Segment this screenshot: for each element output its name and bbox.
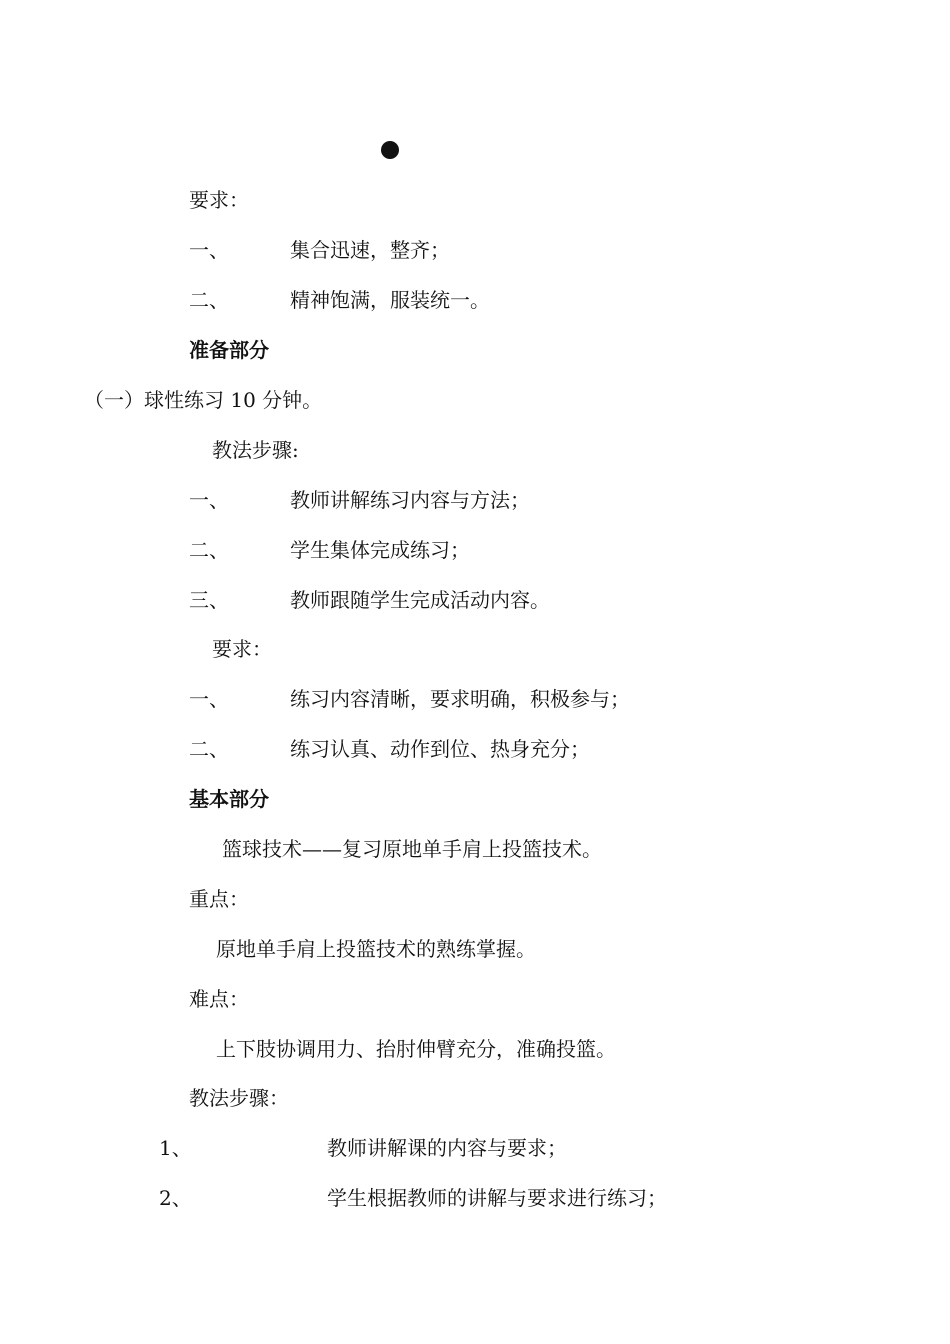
subsection-title: （一）球性练习 10 分钟。 — [84, 388, 323, 412]
key-point-title: 重点： — [189, 887, 249, 911]
list-number: 二、 — [189, 288, 229, 312]
list-item-text: 学生集体完成练习； — [290, 538, 470, 562]
difficulty-text: 上下肢协调用力、抬肘伸臂充分，准确投篮。 — [216, 1037, 616, 1061]
list-item-text: 教师讲解课的内容与要求； — [327, 1136, 567, 1160]
list-number: 2、 — [159, 1186, 192, 1210]
method-steps-title: 教法步骤: — [212, 438, 299, 462]
list-number: 一、 — [189, 488, 229, 512]
topic-text: 篮球技术——复习原地单手肩上投篮技术。 — [222, 837, 602, 861]
difficulty-title: 难点： — [189, 987, 249, 1011]
list-number: 一、 — [189, 687, 229, 711]
section-heading-preparation: 准备部分 — [189, 338, 269, 362]
requirements-title: 要求： — [189, 188, 249, 212]
list-item-text: 集合迅速，整齐； — [290, 238, 450, 262]
bullet-dot-icon — [381, 141, 399, 159]
requirements-title: 要求： — [212, 637, 272, 661]
list-item-text: 学生根据教师的讲解与要求进行练习； — [327, 1186, 667, 1210]
key-point-text: 原地单手肩上投篮技术的熟练掌握。 — [216, 937, 536, 961]
list-item-text: 练习认真、动作到位、热身充分； — [290, 737, 590, 761]
list-item-text: 教师跟随学生完成活动内容。 — [290, 588, 550, 612]
list-number: 1、 — [159, 1136, 192, 1160]
list-item-text: 精神饱满，服装统一。 — [290, 288, 490, 312]
list-number: 三、 — [189, 588, 229, 612]
list-number: 二、 — [189, 538, 229, 562]
list-item-text: 教师讲解练习内容与方法； — [290, 488, 530, 512]
section-heading-basic: 基本部分 — [189, 787, 269, 811]
list-number: 一、 — [189, 238, 229, 262]
method-steps-title: 教法步骤： — [189, 1086, 289, 1110]
list-number: 二、 — [189, 737, 229, 761]
list-item-text: 练习内容清晰，要求明确，积极参与； — [290, 687, 630, 711]
